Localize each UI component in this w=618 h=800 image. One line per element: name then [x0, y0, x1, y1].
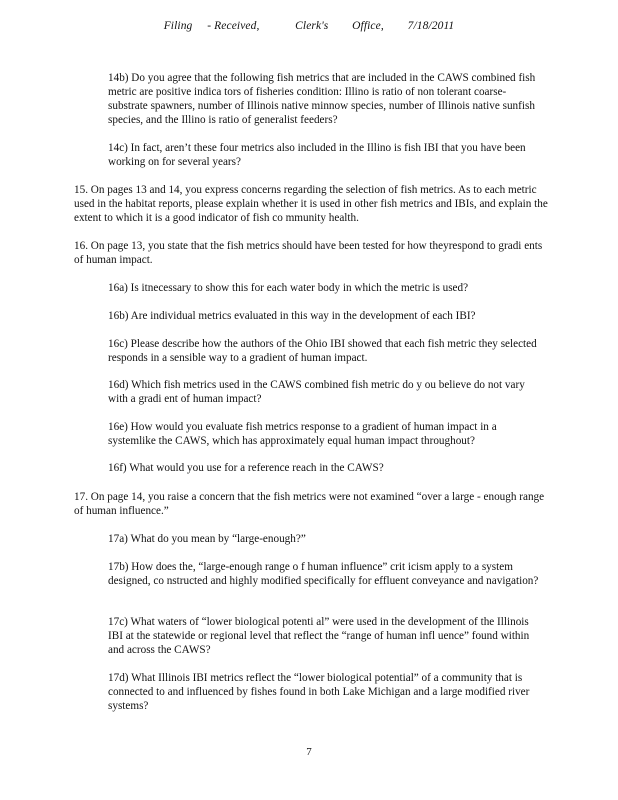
question-17b: 17b) How does the, “large-enough range o f human influence” crit icism apply to a system designed, co nstructed and highly modified specifically for effluent conveyance and navigation?	[108, 561, 539, 587]
question-17d: 17d) What Illinois IBI metrics reflect the “lower biological potential” of a community that is connected to and influenced by fishes found in both Lake Michigan and a large modified river systems?	[108, 672, 530, 712]
question-16a: 16a) Is itnecessary to show this for each water body in which the metric is used?	[108, 282, 469, 294]
question-16b: 16b) Are individual metrics evaluated in this way in the development of each IBI?	[108, 310, 476, 322]
question-17a: 17a) What do you mean by “large-enough?”	[108, 533, 306, 545]
question-17: 17. On page 14, you raise a concern that the fish metrics were not examined “over a large - enough range of human influence.”	[74, 491, 545, 517]
question-16f: 16f) What would you use for a reference reach in the CAWS?	[108, 462, 384, 474]
question-16e: 16e) How would you evaluate fish metrics response to a gradient of human impact in a systemlike the CAWS, which has approximately equal human impact throughout?	[108, 421, 497, 447]
question-15: 15. On pages 13 and 14, you express concerns regarding the selection of fish metrics. As to each metric used in the habitat reports, please explain whether it is used in other fish metrics and IBIs, and explain the extent to which it is a good indicator of fish co mmunity health.	[74, 184, 548, 224]
question-16: 16. On page 13, you state that the fish metrics should have been tested for how theyrespond to gradi ents of human impact.	[74, 240, 543, 266]
filing-header: Filing - Received, Clerk's Office, 7/18/2011	[163, 20, 455, 32]
question-16c: 16c) Please describe how the authors of the Ohio IBI showed that each fish metric they selected responds in a sensible way to a gradient of human impact.	[108, 338, 537, 364]
question-14b: 14b) Do you agree that the following fish metrics that are included in the CAWS combined fish metric are positive indica tors of fisheries condition: Illino is ratio of non tolerant coarse-substrate spawners, number of Illinois native minnow species, number of Illinois native sunfish species, and the Illino is ratio of generalist feeders?	[108, 72, 536, 126]
question-17c: 17c) What waters of “lower biological potenti al” were used in the development of the Illinois IBI at the statewide or regional level that reflect the “range of human infl uence” found within and across the CAWS?	[108, 616, 530, 656]
page-number: 7	[306, 746, 312, 758]
question-16d: 16d) Which fish metrics used in the CAWS combined fish metric do y ou believe do not vary with a gradi ent of human impact?	[108, 379, 525, 405]
question-14c: 14c) In fact, aren’t these four metrics also included in the Illino is fish IBI that you have been working on for several years?	[108, 142, 526, 168]
